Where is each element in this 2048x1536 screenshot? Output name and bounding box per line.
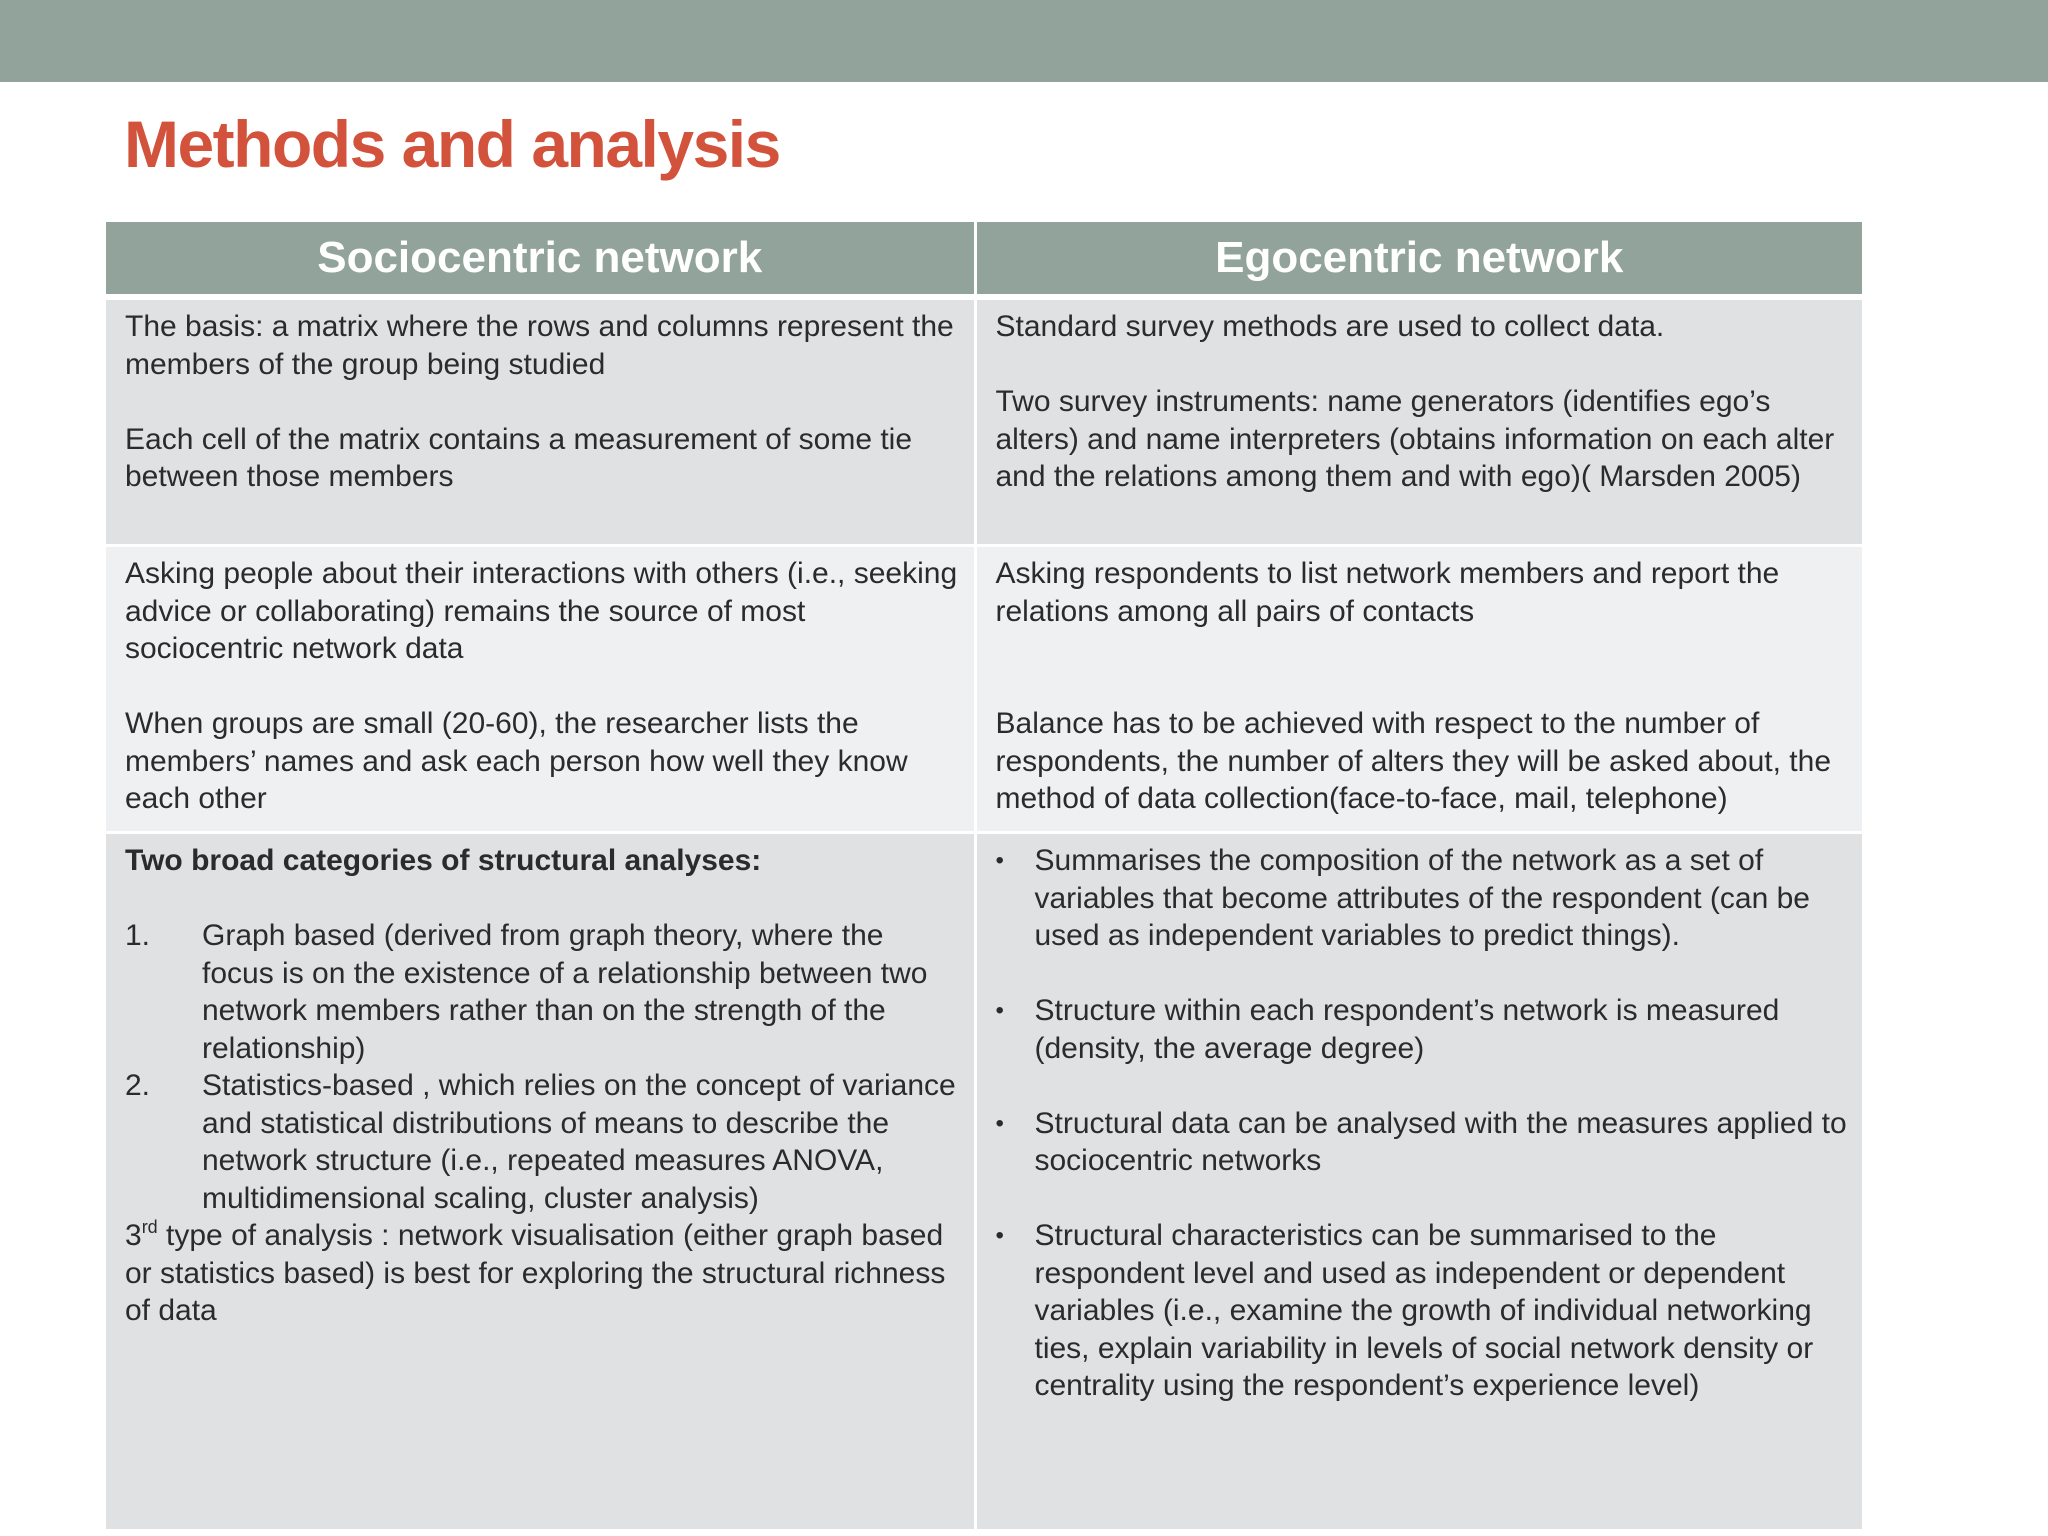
header-egocentric: Egocentric network (975, 222, 1862, 297)
cell-socio-basis (106, 297, 975, 546)
bullet-icon: • (995, 1222, 1004, 1249)
list-item (996, 842, 1849, 955)
header-row (106, 222, 1862, 297)
ego-collection-balance: Balance has to be achieved with respect to the number of respondents, the number of alters they will be asked about, the method of data collection(face-to-face, mail, telephone) (995, 707, 1832, 815)
table-row-analysis (106, 833, 1862, 1531)
bullet-text: Structural data can be analysed with the measures applied to sociocentric networks (1034, 1106, 1847, 1177)
list-item (125, 917, 960, 1067)
analysis-list (125, 917, 960, 1217)
socio-collection-asking: Asking people about their interactions with others (i.e., seeking advice or collaborating) remains the source of most sociocentric network data (125, 557, 958, 665)
ego-basis-survey: Standard survey methods are used to collect data. (995, 310, 1665, 343)
list-item-number: 2. (125, 1069, 151, 1102)
bullet-icon: • (995, 997, 1004, 1024)
third-type-text: type of analysis : network visualisation (either graph based or statistics based) is best for exploring the structural richness of data (125, 1219, 946, 1327)
ego-basis-instruments: Two survey instruments: name generators (identifies ego’s alters) and name interpreters (obtains information on each alter and the relations among them and with ego)( Marsden 2005) (995, 385, 1835, 493)
third-type-number: 3 (125, 1219, 142, 1252)
table-row-collection (106, 546, 1862, 833)
top-banner (0, 0, 2048, 82)
cell-ego-analysis (975, 833, 1862, 1531)
list-item-text: Statistics-based , which relies on the concept of variance and statistical distributions of means to describe the network structure (i.e., repeated measures ANOVA, multidimensional scaling, cluster analysis) (202, 1069, 956, 1215)
socio-analysis-third-type (125, 1217, 960, 1330)
comparison-table (106, 222, 1862, 1532)
bullet-text: Summarises the composition of the network as a set of variables that become attributes of the respondent (can be used as independent variables to predict things). (1034, 844, 1810, 952)
cell-ego-collection (975, 546, 1862, 833)
third-type-superscript: rd (141, 1217, 158, 1237)
cell-socio-collection (106, 546, 975, 833)
list-item (996, 1105, 1849, 1180)
socio-basis-cell: Each cell of the matrix contains a measurement of some tie between those members (125, 422, 913, 493)
bullet-text: Structural characteristics can be summarised to the respondent level and used as independent or dependent variables (i.e., examine the growth of individual networking ties, explain variability in levels of social network density or centrality using the respondent’s experience level) (1034, 1219, 1814, 1402)
table-row-basis (106, 297, 1862, 546)
bullet-text: Structure within each respondent’s network is measured (density, the average degree) (1034, 994, 1780, 1065)
socio-analysis-heading: Two broad categories of structural analyses: (125, 844, 762, 877)
header-sociocentric: Sociocentric network (106, 222, 975, 297)
bullet-icon: • (995, 847, 1004, 874)
slide-title: Methods and analysis (124, 107, 780, 181)
cell-ego-basis (975, 297, 1862, 546)
list-item (125, 1067, 960, 1217)
list-item (996, 992, 1849, 1067)
list-item (996, 1217, 1849, 1405)
ego-analysis-bullets (996, 842, 1849, 1405)
bullet-icon: • (995, 1109, 1004, 1137)
ego-collection-asking: Asking respondents to list network members and report the relations among all pairs of contacts (995, 557, 1780, 628)
list-item-number: 1. (125, 919, 151, 952)
list-item-text: Graph based (derived from graph theory, where the focus is on the existence of a relationship between two network members rather than on the strength of the relationship) (202, 919, 928, 1065)
cell-socio-analysis (106, 833, 975, 1531)
socio-collection-small-groups: When groups are small (20-60), the researcher lists the members’ names and ask each person how well they know each other (125, 707, 908, 815)
socio-basis-matrix: The basis: a matrix where the rows and columns represent the members of the group being studied (125, 310, 954, 381)
